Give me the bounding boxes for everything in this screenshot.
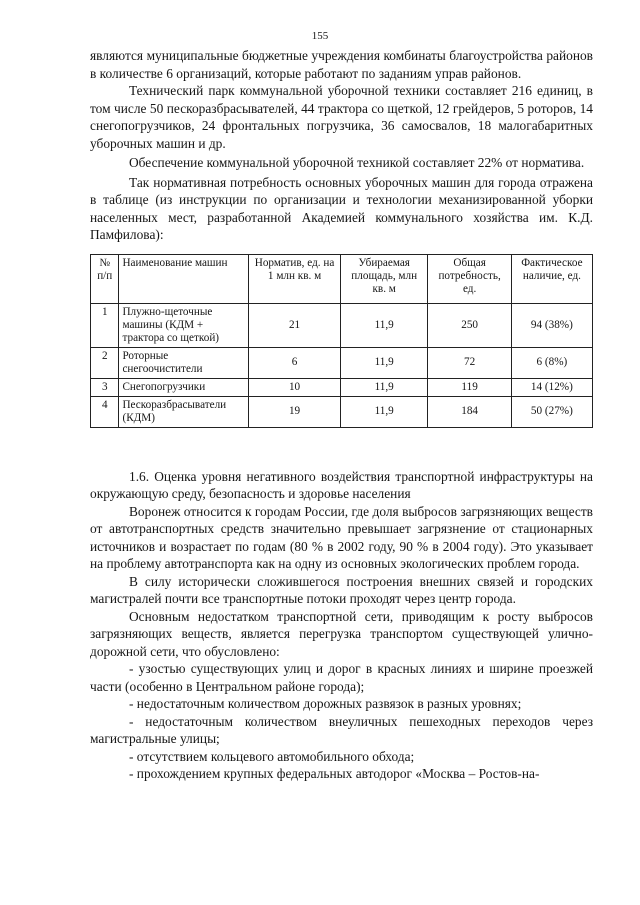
row-num: 2 <box>91 347 119 378</box>
paragraph-main-drawback: Основным недостатком транспортной сети, приводящим к росту выбросов загрязняющих веществ, является перегрузка транспортом существующей улично-дорожной сети, что обусловлено: <box>90 608 593 659</box>
row-area: 11,9 <box>340 347 428 378</box>
paragraph-historical: В силу исторически сложившегося построения внешних связей и городских магистралей почти все транспортные потоки проходят через центр города. <box>90 573 593 606</box>
row-fact: 14 (12%) <box>511 378 592 396</box>
row-name: Пескоразбрасыватели (КДМ) <box>119 396 249 427</box>
section-title: 1.6. Оценка уровня негативного воздействия транспортной инфраструктуры на окружающую среду, безопасность и здоровье населения <box>90 468 593 501</box>
header-norm: Норматив, ед. на 1 млн кв. м <box>249 254 341 303</box>
row-norm: 19 <box>249 396 341 427</box>
row-name: Снегопогрузчики <box>119 378 249 396</box>
header-name: Наименование машин <box>119 254 249 303</box>
paragraph-intro: являются муниципальные бюджетные учреждения комбинаты благоустройства районов в количестве 6 организаций, которые работают по заданиям управ районов. <box>90 48 593 81</box>
header-need: Общая потребность, ед. <box>428 254 511 303</box>
row-num: 3 <box>91 378 119 396</box>
paragraph-table-intro: Так нормативная потребность основных уборочных машин для города отражена в таблице (из инструкции по организации и технологии механизированной уборки населенных мест, разработанной Академией коммунального хозяйства им. К.Д. Памфилова): <box>90 174 593 242</box>
row-fact: 94 (38%) <box>511 303 592 347</box>
row-num: 1 <box>91 303 119 347</box>
list-item: - недостаточным количеством внеуличных пешеходных переходов через магистральные улицы; <box>90 713 593 746</box>
list-item: - отсутствием кольцевого автомобильного обхода; <box>129 748 415 764</box>
list-item: - недостаточным количеством дорожных развязок в разных уровнях; <box>129 696 522 711</box>
header-area: Убираемая площадь, млн кв. м <box>340 254 428 303</box>
row-fact: 50 (27%) <box>511 396 592 427</box>
row-fact: 6 (8%) <box>511 347 592 378</box>
paragraph-fleet: Технический парк коммунальной уборочной техники составляет 216 единиц, в том числе 50 пескоразбрасывателей, 44 трактора со щеткой, 12 грейдеров, 5 роторов, 14 снегопогрузчиков, 24 фронтальных погрузчика, 36 самосвалов, 18 малогабаритных уборочных машин и др. <box>90 83 593 151</box>
paragraph-voronezh: Воронеж относится к городам России, где доля выбросов загрязняющих веществ от автотранспортных средств значительно превышает загрязнение от стационарных источников и возрастает по годам (80 % в 2002 году, 90 % в 2004 году). Это указывает на проблему автотранспорта как на одну из основных экологических проблем города. <box>90 503 593 571</box>
list-item: - узостью существующих улиц и дорог в красных линиях и ширине проезжей части (особенно в Центральном районе города); <box>90 661 593 694</box>
row-need: 184 <box>428 396 511 427</box>
table-row <box>91 396 593 427</box>
row-need: 250 <box>428 303 511 347</box>
row-area: 11,9 <box>340 378 428 396</box>
header-num: № п/п <box>91 254 119 303</box>
paragraph-provision: Обеспечение коммунальной уборочной техникой составляет 22% от норматива. <box>129 155 585 170</box>
row-area: 11,9 <box>340 303 428 347</box>
row-name: Роторные снегоочистители <box>119 347 249 378</box>
row-area: 11,9 <box>340 396 428 427</box>
table-header-row <box>91 254 593 303</box>
page-body <box>90 47 593 783</box>
row-need: 72 <box>428 347 511 378</box>
machines-norms-table <box>90 254 593 428</box>
list-item: - прохождением крупных федеральных автодорог «Москва – Ростов-на- <box>129 766 540 781</box>
header-fact: Фактическое наличие, ед. <box>511 254 592 303</box>
table-row <box>91 347 593 378</box>
row-name: Плужно-щеточные машины (КДМ + трактора со щеткой) <box>119 303 249 347</box>
row-num: 4 <box>91 396 119 427</box>
row-need: 119 <box>428 378 511 396</box>
page-number: 155 <box>311 30 329 42</box>
row-norm: 10 <box>249 378 341 396</box>
row-norm: 6 <box>249 347 341 378</box>
table-row <box>91 378 593 396</box>
table-row <box>91 303 593 347</box>
row-norm: 21 <box>249 303 341 347</box>
